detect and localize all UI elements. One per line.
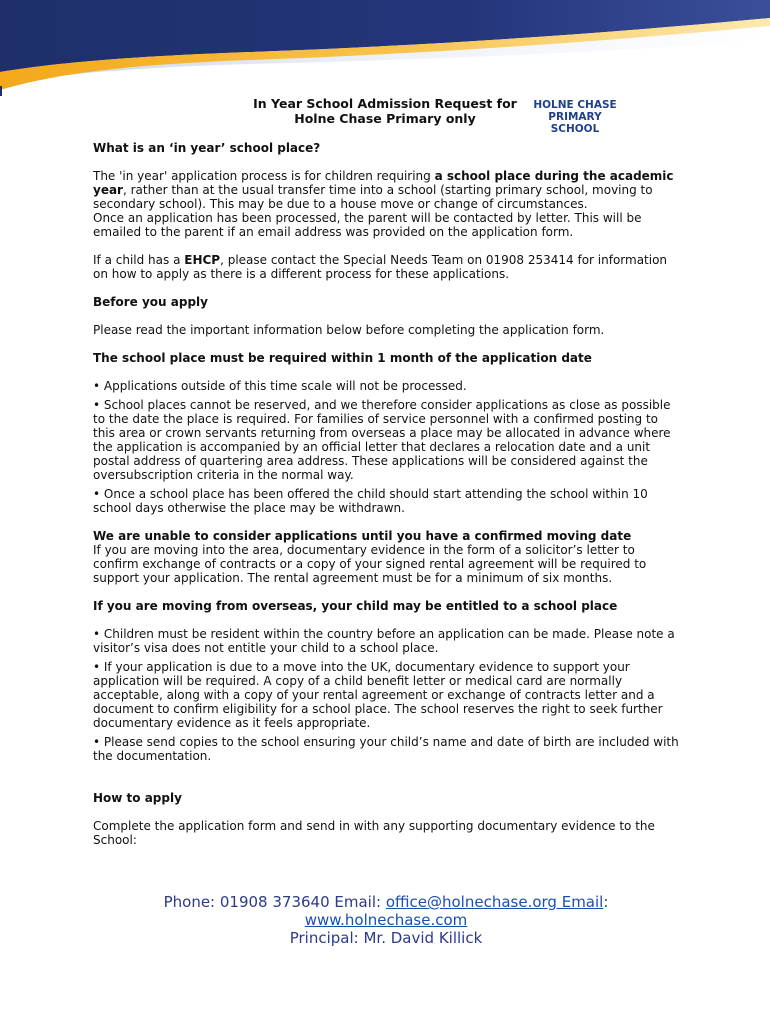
- email-link[interactable]: office@holnechase.org: [385, 893, 562, 911]
- phone-text: Phone: 01908 373640 Email:: [163, 893, 386, 911]
- website-link[interactable]: www.holnechase.com: [304, 911, 468, 929]
- text: If a child has a: [93, 253, 185, 267]
- principal-line: Principal: Mr. David Killick: [289, 929, 483, 947]
- paragraph-read-info: Please read the important information below before completing the application form.: [93, 323, 605, 337]
- heading-overseas: If you are moving from overseas, your child may be entitled to a school place: [93, 599, 618, 613]
- contact-line: [93, 893, 679, 911]
- bullet-start-attending: • Once a school place has been offered the child should start attending the school within 10 school days otherwise the place may be withdrawn.: [93, 487, 648, 515]
- paragraph-ehcp: [93, 253, 679, 281]
- heading-one-month: The school place must be required within 1 month of the application date: [93, 351, 592, 365]
- paragraph-in-year-intro: [93, 169, 679, 211]
- heading-moving-date: We are unable to consider applications until you have a confirmed moving date: [93, 529, 632, 543]
- logo-line-2: PRIMARY SCHOOL: [548, 111, 602, 135]
- bold-text: EHCP: [184, 253, 221, 267]
- document-title: [240, 96, 530, 126]
- title-line-1: In Year School Admission Request for: [253, 96, 517, 111]
- paragraph-moving-evidence: If you are moving into the area, documentary evidence in the form of a solicitor’s letter to confirm exchange of contracts or a copy of your signed rental agreement will be required to support your application. The rental agreement must be for a minimum of six months.: [93, 543, 647, 585]
- header-banner: [0, 0, 770, 100]
- contact-block: [93, 893, 679, 947]
- heading-how-to-apply: How to apply: [93, 791, 182, 805]
- bullet-resident: • Children must be resident within the country before an application can be made. Please note a visitor’s visa does not entitle your child to a school place.: [93, 627, 675, 655]
- logo-line-1: HOLNE CHASE: [533, 99, 617, 111]
- bullet-time-scale: • Applications outside of this time scale will not be processed.: [93, 379, 467, 393]
- bullet-uk-move: • If your application is due to a move into the UK, documentary evidence to support your application will be required. A copy of a child benefit letter or medical card are normally acceptable, along with a copy of your rental agreement or exchange of contracts letter and a document to confirm eligibility for a school place. The school reserves the right to seek further documentary evidence as it feels appropriate.: [93, 660, 663, 730]
- text: , please contact the Special Needs Team on 01908 253414 for information on how to apply as there is a different process for these applications.: [93, 253, 668, 281]
- paragraph-processing: Once an application has been processed, the parent will be contacted by letter. This will be emailed to the parent if an email address was provided on the application form.: [93, 211, 642, 239]
- colon: :: [603, 893, 609, 911]
- title-line-2: Holne Chase Primary only: [294, 111, 476, 126]
- paragraph-complete-form: Complete the application form and send in with any supporting documentary evidence to the School:: [93, 819, 655, 847]
- text: , rather than at the usual transfer time into a school (starting primary school, moving to secondary school). This may be due to a house move or change of circumstances.: [93, 183, 653, 211]
- heading-before-apply: Before you apply: [93, 295, 208, 309]
- document-body: [93, 141, 679, 847]
- bullet-send-copies: • Please send copies to the school ensuring your child’s name and date of birth are included with the documentation.: [93, 735, 679, 763]
- bold-text: a school place during the academic year: [93, 169, 674, 197]
- heading-in-year: What is an ‘in year’ school place?: [93, 141, 321, 155]
- email-label-link[interactable]: Email: [561, 893, 604, 911]
- website-line: [93, 911, 679, 929]
- bullet-not-reserved: • School places cannot be reserved, and we therefore consider applications as close as possible to the date the place is required. For families of service personnel with a confirmed posting to this area or crown servants returning from overseas a place may be allocated in advance where the application is accompanied by an official letter that declares a relocation date and a unit postal address of quartering area address. These applications will be considered against the oversubscription criteria in the normal way.: [93, 398, 671, 482]
- school-logo: [530, 99, 620, 135]
- text: The 'in year' application process is for children requiring: [93, 169, 435, 183]
